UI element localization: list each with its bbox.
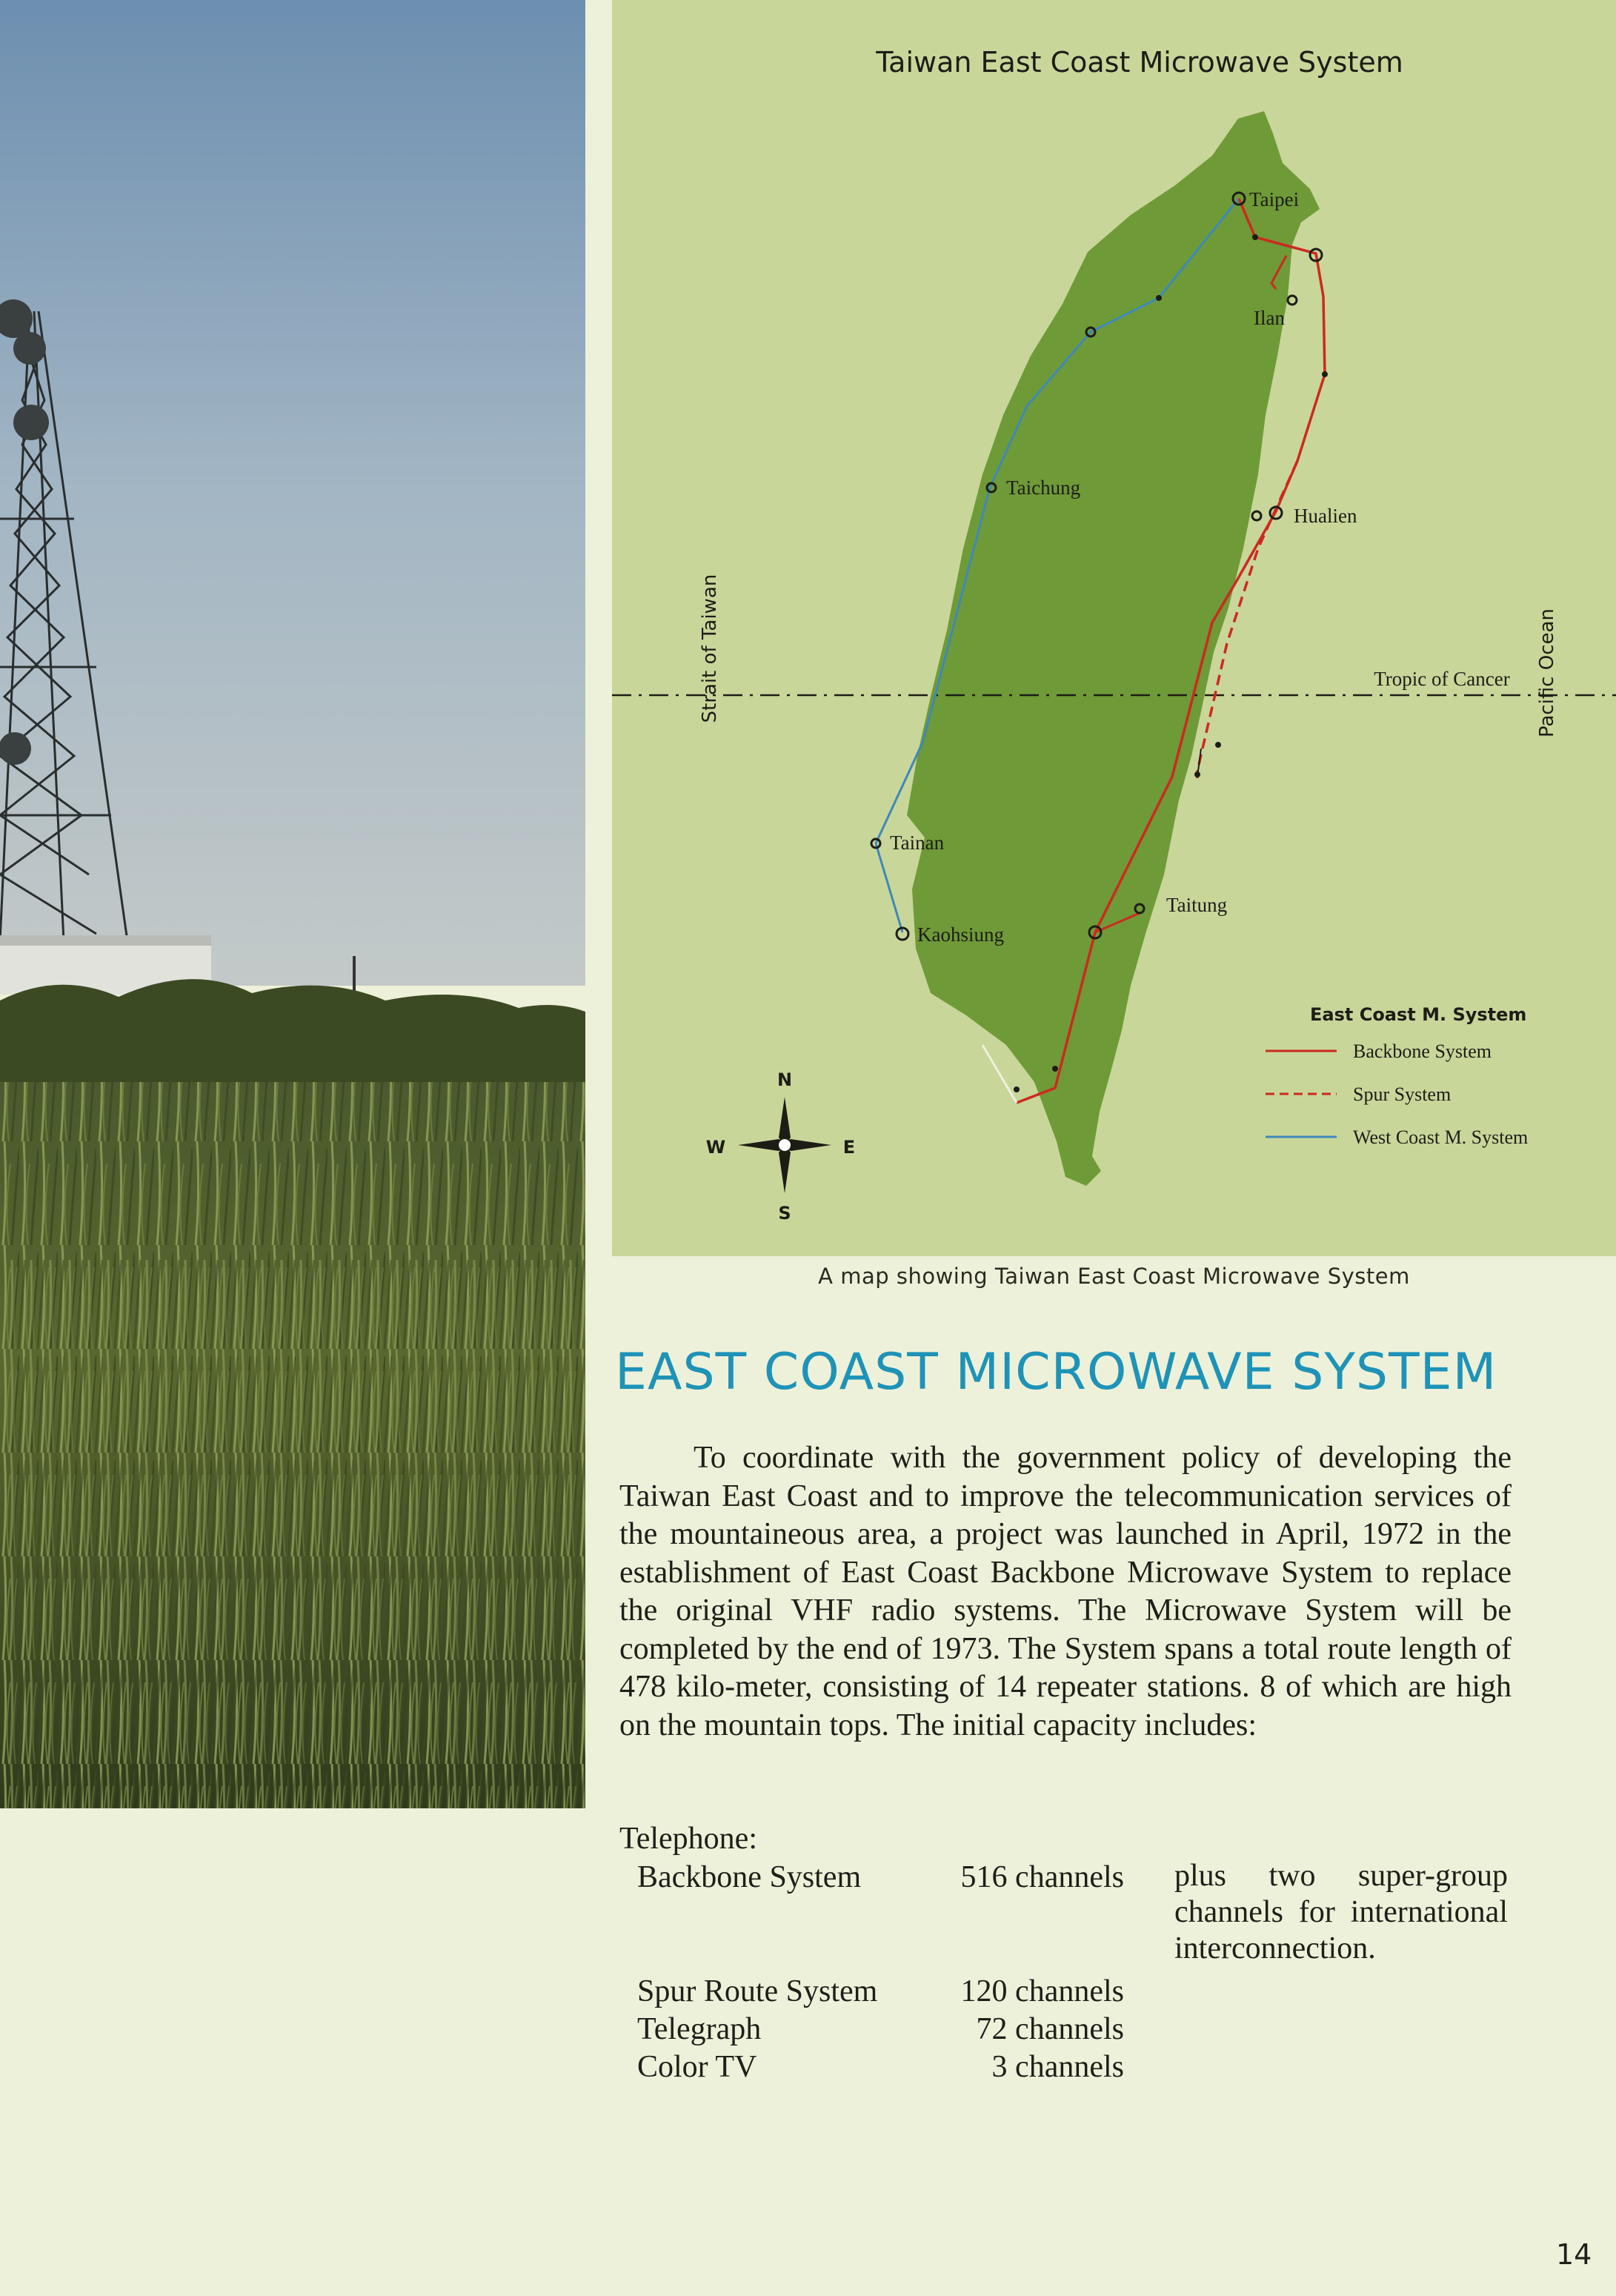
label-hualien: Hualien — [1294, 505, 1357, 527]
capacity-name: Telegraph — [637, 2012, 762, 2046]
map-panel — [612, 0, 1616, 1256]
map-title: Taiwan East Coast Microwave System — [876, 46, 1403, 79]
tower-photo — [0, 0, 585, 1808]
capacity-note: plus two super-group channels for international interconnection. — [1174, 1859, 1508, 1965]
capacity-value: 120 channels — [960, 1974, 1124, 2008]
legend-spur: Spur System — [1353, 1084, 1452, 1105]
capacity-value: 516 channels — [960, 1860, 1124, 1894]
label-tainan: Tainan — [890, 832, 945, 854]
map-legend — [1266, 1004, 1528, 1148]
page-number: 14 — [1556, 2238, 1592, 2271]
capacity-name: Spur Route System — [637, 1974, 878, 2008]
capacity-name: Backbone System — [637, 1860, 862, 1894]
body-paragraph: To coordinate with the government policy of developing the Taiwan East Coast and to improve the telecommunication services of the mountaineous area, a project was launched in April, 1972 in the establishment of East Coast Backbone Microwave System to replace the original VHF radio systems. The Microwave System will be completed by the end of 1973. The System spans a total route length of 478 kilo-meter, consisting of 14 repeater stations. 8 of which are high on the mountain tops. The initial capacity includes: — [619, 1441, 1512, 1742]
tropic-label: Tropic of Cancer — [1374, 668, 1510, 690]
capacity-value: 3 channels — [991, 2050, 1124, 2084]
compass-rose — [706, 1069, 855, 1224]
legend-west-coast: West Coast M. System — [1353, 1127, 1529, 1148]
label-kaohsiung: Kaohsiung — [917, 923, 1004, 946]
compass-w: W — [705, 1137, 726, 1158]
capacity-name: Color TV — [637, 2050, 757, 2084]
label-ilan: Ilan — [1254, 307, 1285, 329]
strait-label: Strait of Taiwan — [699, 574, 721, 723]
compass-e: E — [842, 1137, 856, 1158]
label-taipei: Taipei — [1249, 188, 1300, 210]
legend-title: East Coast M. System — [1310, 1004, 1527, 1025]
label-taichung: Taichung — [1006, 477, 1081, 499]
compass-s: S — [778, 1203, 791, 1224]
capacity-label: Telephone: — [619, 1822, 757, 1856]
label-taitung: Taitung — [1166, 894, 1228, 916]
ocean-label: Pacific Ocean — [1536, 608, 1558, 738]
taiwan-island — [907, 111, 1320, 1186]
capacity-value: 72 channels — [976, 2012, 1124, 2046]
section-heading: EAST COAST MICROWAVE SYSTEM — [615, 1343, 1497, 1401]
sky — [0, 0, 585, 986]
legend-backbone: Backbone System — [1353, 1041, 1492, 1062]
compass-n: N — [777, 1069, 793, 1090]
map-caption: A map showing Taiwan East Coast Microwave System — [818, 1264, 1410, 1289]
